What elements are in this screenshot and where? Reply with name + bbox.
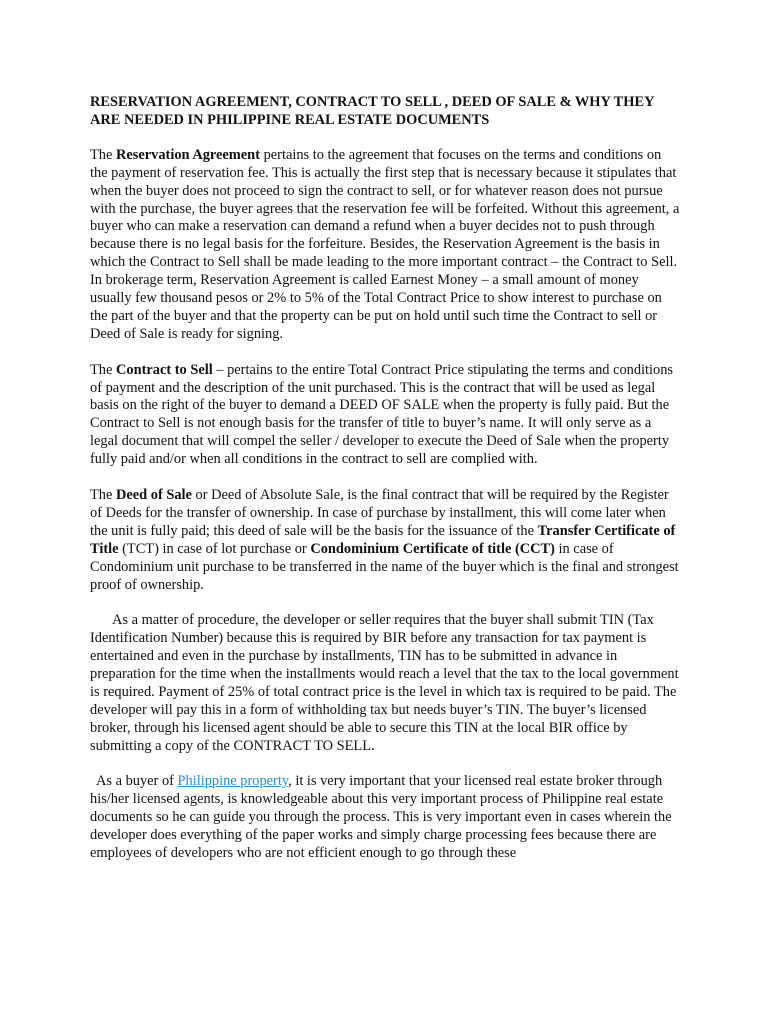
document-title: RESERVATION AGREEMENT, CONTRACT TO SELL , DEED OF SALE & WHY THEY ARE NEEDED IN PHILIPPINE REAL ESTATE DOCUMENTS [90, 94, 654, 128]
paragraph-tin-procedure: As a matter of procedure, the developer or seller requires that the buyer shall submit TIN (Tax Identification Number) because this is required by BIR before any transaction for tax payment is entertained and even in the purchase by installments, TIN has to be submitted in advance in preparation for the time when the installments would reach a level that the tax to the local government is required. Payment of 25% of total contract price is the level in which tax is required to be paid. The developer will pay this in a form of withholding tax but needs buyer’s TIN. The buyer’s licensed broker, through his licensed agent should be able to secure this TIN at the local BIR office by submitting a copy of the CONTRACT TO SELL. [90, 612, 679, 754]
text-span: or Deed of Absolute Sale, is the final contract that will be required by the Register of Deeds for the transfer of ownership. In case of purchase by installment, this will come later when the unit is fully paid; this deed of sale will be the basis for the issuance of the [90, 487, 669, 539]
paragraph-buyer-advice [90, 773, 680, 863]
term-cct: Condominium Certificate of title (CCT) [310, 540, 555, 557]
text-span: (TCT) in case of lot purchase or [118, 540, 311, 557]
paragraph-contract-to-sell [90, 362, 680, 469]
term-contract-to-sell: Contract to Sell [115, 361, 213, 378]
text-span: As a buyer of [96, 773, 178, 790]
text-span: The [90, 487, 116, 503]
term-reservation-agreement: Reservation Agreement [115, 146, 260, 163]
paragraph-reservation-agreement [90, 147, 680, 344]
term-tct: Transfer Certificate of Title [90, 522, 676, 557]
text-span: – pertains to the entire Total Contract Price stipulating the terms and conditions of payment and the description of the unit purchased. This is the contract that will be used as legal basis on the right of the buyer to demand a DEED OF SALE when the property is fully paid. But the Contract to Sell is not enough basis for the transfer of title to buyer’s name. It will only serve as a legal document that will compel the seller / developer to execute the Deed of Sale when the property fully paid and/or when all conditions in the contract to sell are complied with. [90, 361, 674, 468]
philippine-property-link[interactable]: Philippine property [177, 773, 289, 790]
text-span: pertains to the agreement that focuses on the terms and conditions on the payment of reservation fee. This is actually the first step that is necessary because it stipulates that when the buyer does not proceed to sign the contract to sell, or for whatever reason does not pursue with the purchase, the buyer agrees that the reservation fee will be forfeited. Without this agreement, a buyer who can make a reservation can demand a refund when a buyer decides not to push through because there is no legal basis for the forfeiture. Besides, the Reservation Agreement is the basis in which the Contract to Sell shall be made leading to the more important contract – the Contract to Sell. In brokerage term, Reservation Agreement is called Earnest Money – a small amount of money usually few thousand pesos or 2% to 5% of the Total Contract Price to show interest to purchase on the part of the buyer and that the property can be put on hold until such time the Contract to sell or Deed of Sale is ready for signing. [90, 146, 680, 342]
text-span: The [90, 146, 116, 163]
document-page [90, 94, 680, 881]
text-span: in case of Condominium unit purchase to be transferred in the name of the buyer which is the final and strongest proof of ownership. [90, 540, 679, 593]
text-span: , it is very important that your licensed real estate broker through his/her licensed agents, is knowledgeable about this very important process of Philippine real estate documents so he can guide you through the process. This is very important even in cases wherein the developer does everything of the paper works and simply charge processing fees because there are employees of developers who are not efficient enough to go through these [90, 773, 672, 862]
text-span: The [90, 361, 116, 378]
paragraph-deed-of-sale [90, 487, 680, 594]
term-deed-of-sale: Deed of Sale [115, 487, 192, 503]
